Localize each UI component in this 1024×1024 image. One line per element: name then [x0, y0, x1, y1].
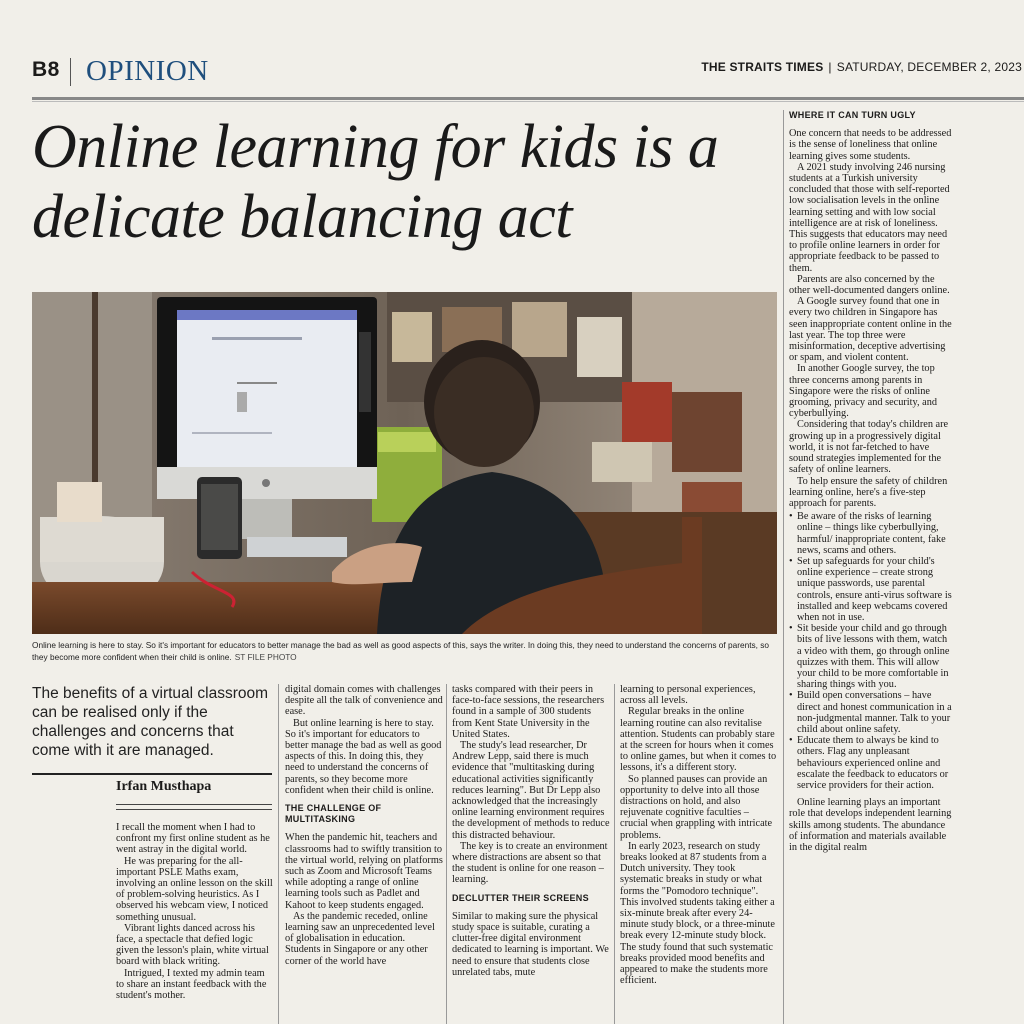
byline-rule [32, 773, 272, 775]
tips-list [789, 511, 954, 791]
paragraph: I recall the moment when I had to confront my first online student as he went astray in the digital world. [116, 822, 270, 856]
publication-name: THE STRAITS TIMES [701, 60, 824, 74]
header-rule [32, 97, 1024, 100]
author-byline: Irfan Musthapa [116, 779, 212, 794]
headline: Online learning for kids is a delicate balancing act [32, 113, 719, 251]
list-item: • Educate them to always be kind to others. Flag any unpleasant behaviours experienced online and escalate the feedback to educators or service providers for their action. [789, 735, 954, 791]
paragraph: Intrigued, I texted my admin team to share an instant feedback with the student's mother. [116, 967, 267, 1002]
paragraph: A Google survey found that one in every two children in Singapore has seen inappropriate content online in the last year. The top three were misinformation, deceptive advertising or spam, and violent content. [789, 296, 952, 364]
masthead-info [701, 60, 1022, 74]
list-item: • Build open conversations – have direct and honest communication in a non-judgmental manner. Talk to your child about online safety. [789, 690, 954, 735]
paragraph: But online learning is here to stay. So it's important for educators to better manage the bad as well as good aspects of this. In doing this, they need to understand the concerns of parents, so they become more confident when their child is online. [285, 717, 442, 796]
body-column-4 [620, 684, 778, 986]
photo-credit: ST FILE PHOTO [234, 652, 297, 662]
body-column-2 [285, 684, 443, 967]
issue-date: SATURDAY, DECEMBER 2, 2023 [836, 60, 1022, 74]
header-rule-thin [32, 101, 1024, 102]
caption-text: Online learning is here to stay. So it's important for educators to better manage the bad as well as good aspects of this, says the writer. In doing this, they need to understand the concerns of parents, so they become more confident when their child is online. [32, 640, 770, 662]
body-column-1 [116, 822, 274, 1001]
paragraph: Regular breaks in the online learning routine can also revitalise attention. Students can probably stare at the screen for hours when it comes to online games, but when it comes to lessons, it's a different story. [620, 706, 777, 774]
paragraph: Online learning plays an important role that develops independent learning skills among students. The abundance of information and materials available in the digital realm [789, 797, 952, 853]
paragraph: digital domain comes with challenges despite all the talk of convenience and ease. [285, 684, 443, 718]
paragraph: Similar to making sure the physical study space is suitable, curating a clutter-free digital environment dedicated to learning is important. We need to ensure that students close unrelated tabs, mute [452, 910, 609, 978]
byline-underline-2 [116, 809, 272, 810]
header-separator: | [828, 60, 832, 74]
paragraph: As the pandemic receded, online learning saw an unprecedented level of globalisation in education. Students in Singapore or any other corner of the world have [285, 910, 435, 967]
body-column-5 [789, 110, 954, 853]
paragraph: So planned pauses can provide an opportunity to delve into all those distractions on hold, and also rejuvenate cognitive faculties – crucial when grappling with intricate problems. [620, 773, 773, 841]
photo-caption [32, 639, 782, 663]
paragraph: The key is to create an environment where distractions are absent so that the student is online for one reason – learning. [452, 840, 608, 886]
paragraph: tasks compared with their peers in face-to-face sessions, the researchers found in a sample of 300 students from Kent State University in the United States. [452, 684, 605, 740]
paragraph: In early 2023, research on study breaks looked at 87 students from a Dutch university. They took systematic breaks in study or what forms the "Pomodoro technique". This involved students taking either a six-minute break after every 24-minute study block, or a three-minute break every 12-minute study block. The study found that such systematic breaks provided mood benefits and appeared to make the students more efficient. [620, 840, 775, 987]
list-item: • Set up safeguards for your child's online experience – create strong unique passwords, use parental controls, ensure anti-virus software is installed and keep webcams covered when not in use. [789, 556, 954, 623]
body-column-3 [452, 684, 610, 978]
paragraph: When the pandemic hit, teachers and classrooms had to swiftly transition to the virtual world, relying on platforms such as Zoom and Microsoft Teams while adopting a range of online learning tools such as Padlet and Kahoot to keep students engaged. [285, 832, 443, 911]
paragraph: The study's lead researcher, Dr Andrew Lepp, said there is much evidence that "multitasking during educational activities significantly reduces learning". But Dr Lepp also acknowledged that the increasingly online learning environment requires the development of methods to reduce this distracted behaviour. [452, 740, 610, 841]
paragraph: Vibrant lights danced across his face, a spectacle that defied logic given the lesson's plain, white virtual board with black writing. [116, 922, 269, 968]
paragraph: Parents are also concerned by the other well-documented dangers online. [789, 273, 950, 297]
byline-underline [116, 804, 272, 805]
paragraph: learning to personal experiences, across all levels. [620, 684, 756, 707]
paragraph: A 2021 study involving 246 nursing students at a Turkish university concluded that those with self-reported low socialisation levels in the online learning setting and with low social intelligence are at risk of loneliness. This suggests that educators may need to profile online learners in order for appropriate feedback to be passed to them. [789, 161, 950, 274]
page-number: B8 [32, 58, 60, 81]
standfirst: The benefits of a virtual classroom can be realised only if the challenges and concerns that come with it are managed. [32, 685, 269, 759]
column-rule [614, 684, 615, 1024]
list-item: • Sit beside your child and go through bits of live lessons with them, watch a video with them, go through online quizzes with them. This will allow your child to be more comfortable in sharing things with you. [789, 623, 954, 690]
section-heading: WHERE IT CAN TURN UGLY [789, 110, 916, 120]
paragraph: In another Google survey, the top three concerns among parents in Singapore were the risks of online grooming, privacy and security, and cyberbullying. [789, 363, 938, 420]
paragraph: Considering that today's children are growing up in a progressively digital world, it is not far-fetched to have sound strategies implemented for the safety of online learners. [789, 419, 949, 476]
paragraph: One concern that needs to be addressed is the sense of loneliness that online learning gives some students. [789, 128, 952, 162]
section-heading: DECLUTTER THEIR SCREENS [452, 892, 589, 903]
section-label: OPINION [86, 55, 209, 87]
section-heading: THE CHALLENGE OF MULTITASKING [285, 803, 382, 825]
paragraph: He was preparing for the all-important PSLE Maths exam, involving an online lesson on the skill of problem-solving heuristics. As I observed his webcam view, I noticed something unusual. [116, 855, 273, 923]
article-photo [32, 292, 777, 634]
column-rule [783, 110, 784, 1024]
header-divider [70, 58, 71, 86]
list-item: • Be aware of the risks of learning online – things like cyberbullying, harmful/ inappropriate content, fake news, scams and others. [789, 511, 954, 556]
paragraph: To help ensure the safety of children learning online, here's a five-step approach for parents. [789, 475, 948, 509]
column-rule [446, 684, 447, 1024]
column-rule [278, 684, 279, 1024]
